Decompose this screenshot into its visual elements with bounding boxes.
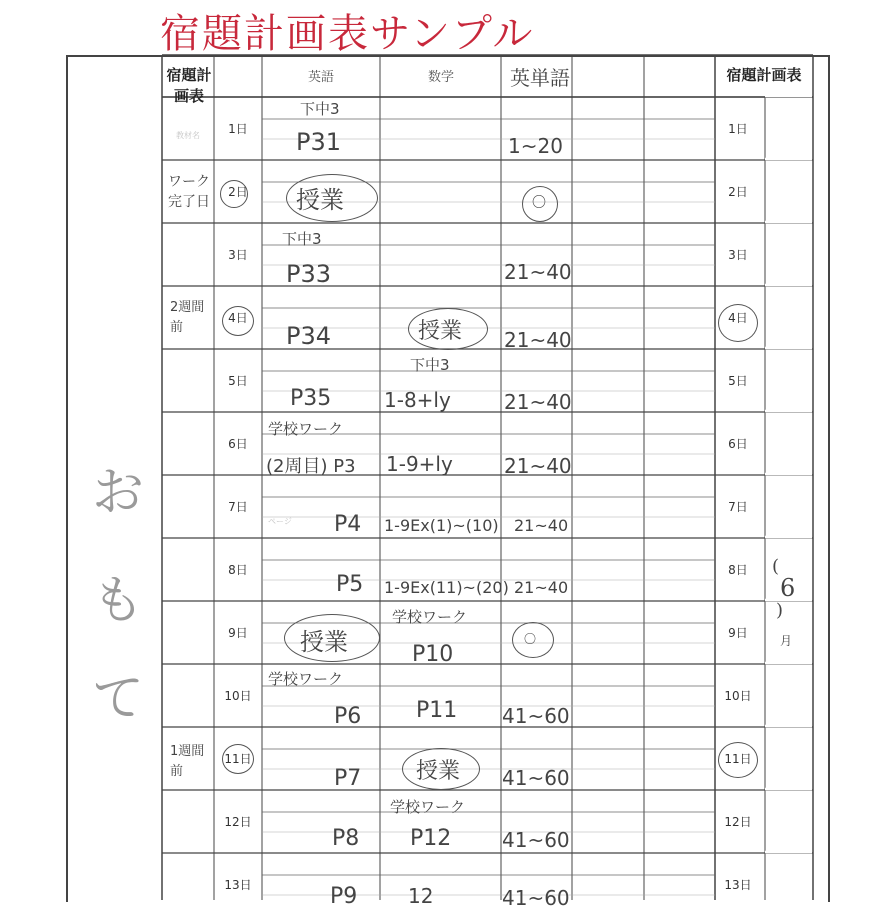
day-label-left: 8日 — [228, 563, 248, 577]
entry-d6-vocab: 21~40 — [504, 454, 572, 478]
entry-d1-top: 下中3 — [300, 100, 340, 118]
entry-d8-math: 1-9Ex(11)~(20) — [384, 578, 509, 597]
entry-d10-top: 学校ワーク — [268, 670, 344, 688]
entry-d7-vocab: 21~40 — [514, 516, 569, 535]
entry-d6-english: (2周目) P3 — [266, 456, 356, 477]
day-label-left: 4日 — [228, 311, 248, 325]
note-one-week-before: 1週間 前 — [170, 744, 205, 779]
side-char-3: て — [92, 669, 145, 729]
day-label-left: 2日 — [228, 185, 248, 199]
day-label-left: 9日 — [228, 626, 248, 640]
entry-d2-english: 授業 — [296, 186, 344, 214]
entry-d1-english: P31 — [296, 128, 342, 156]
day-label-right: 8日 — [728, 563, 748, 577]
entry-d8-english: P5 — [336, 572, 364, 597]
entry-d9-english: 授業 — [300, 628, 348, 656]
entry-d7-english: P4 — [334, 512, 362, 537]
circle-mark — [220, 180, 248, 208]
faint-label: 教材名 — [176, 131, 200, 140]
entry-d11-english: P7 — [334, 766, 362, 791]
entry-d5-math-top: 下中3 — [410, 356, 450, 374]
day-label-right: 11日 — [724, 752, 752, 766]
day-label-right: 5日 — [728, 374, 748, 388]
day-label-right: 12日 — [724, 815, 752, 829]
entry-d12-math: P12 — [410, 826, 452, 851]
day-label-left: 3日 — [228, 248, 248, 262]
entry-d1-vocab: 1~20 — [508, 134, 563, 158]
day-label-left: 11日 — [224, 752, 252, 766]
entry-d3-english: P33 — [286, 260, 332, 288]
entry-d11-vocab: 41~60 — [502, 766, 570, 790]
entry-d8-vocab: 21~40 — [514, 578, 569, 597]
month-paren-close: ) — [776, 600, 784, 621]
entry-d9-vocab: 〇 — [524, 632, 537, 646]
entry-d11-math: 授業 — [416, 759, 461, 784]
entry-d2-vocab: 〇 — [532, 195, 546, 211]
entry-d12-english: P8 — [332, 826, 360, 851]
circle-mark — [222, 306, 254, 336]
entry-d9-math-top: 学校ワーク — [392, 608, 468, 626]
header-english: 英語 — [307, 70, 334, 85]
note-work-complete: ワーク 完了日 — [168, 174, 210, 210]
month-unit: 月 — [780, 634, 793, 648]
entry-d4-english: P34 — [286, 322, 332, 350]
entry-d7-math: 1-9Ex(1)~(10) — [384, 516, 499, 535]
day-label-left: 5日 — [228, 374, 248, 388]
entry-d5-vocab: 21~40 — [504, 390, 572, 414]
entry-d5-math: 1-8+ly — [384, 388, 451, 412]
day-label-right: 2日 — [728, 185, 748, 199]
day-label-right: 6日 — [728, 437, 748, 451]
month-number: 6 — [780, 574, 796, 602]
day-label-left: 13日 — [224, 878, 252, 892]
day-label-right: 1日 — [728, 122, 748, 136]
entry-d3-vocab: 21~40 — [504, 260, 572, 284]
page-title: 宿題計画表サンプル — [160, 11, 535, 57]
day-label-right: 9日 — [728, 626, 748, 640]
day-label-right: 4日 — [728, 311, 748, 325]
note-two-weeks-before: 2週間 前 — [170, 300, 205, 335]
day-label-left: 6日 — [228, 437, 248, 451]
header-right-title: 宿題計画表 — [726, 66, 802, 84]
month-paren-open: ( — [772, 556, 780, 577]
entry-d13-english: P9 — [330, 884, 358, 909]
entry-d6-top: 学校ワーク — [268, 420, 344, 438]
side-char-2: も — [92, 571, 145, 631]
circle-mark — [718, 742, 758, 778]
day-label-right: 7日 — [728, 500, 748, 514]
entry-d5-english: P35 — [290, 386, 332, 411]
day-label-right: 13日 — [724, 878, 752, 892]
day-label-left: 10日 — [224, 689, 252, 703]
entry-d10-math: P11 — [416, 698, 458, 723]
day-label-left: 1日 — [228, 122, 248, 136]
entry-d6-math: 1-9+ly — [386, 452, 453, 476]
entry-d3-top: 下中3 — [282, 230, 322, 248]
entry-d4-vocab: 21~40 — [504, 328, 572, 352]
header-vocab: 英単語 — [510, 66, 570, 90]
entry-d9-math: P10 — [412, 642, 454, 667]
entry-d10-english: P6 — [334, 704, 362, 729]
entry-d12-vocab: 41~60 — [502, 828, 570, 852]
header-math: 数学 — [427, 70, 454, 85]
day-label-right: 10日 — [724, 689, 752, 703]
header-left-title: 宿題計画表 — [166, 66, 212, 105]
entry-d10-vocab: 41~60 — [502, 704, 570, 728]
entry-d13-vocab: 41~60 — [502, 886, 570, 910]
entry-d12-math-top: 学校ワーク — [390, 798, 466, 816]
entry-d4-math: 授業 — [418, 319, 463, 344]
day-label-right: 3日 — [728, 248, 748, 262]
circle-mark — [718, 304, 758, 342]
circle-mark — [222, 744, 254, 774]
day-label-left: 7日 — [228, 500, 248, 514]
faint-page-label: ページ — [268, 517, 292, 526]
side-char-1: お — [92, 463, 145, 523]
entry-d13-math: 12 — [408, 884, 434, 908]
day-label-left: 12日 — [224, 815, 252, 829]
